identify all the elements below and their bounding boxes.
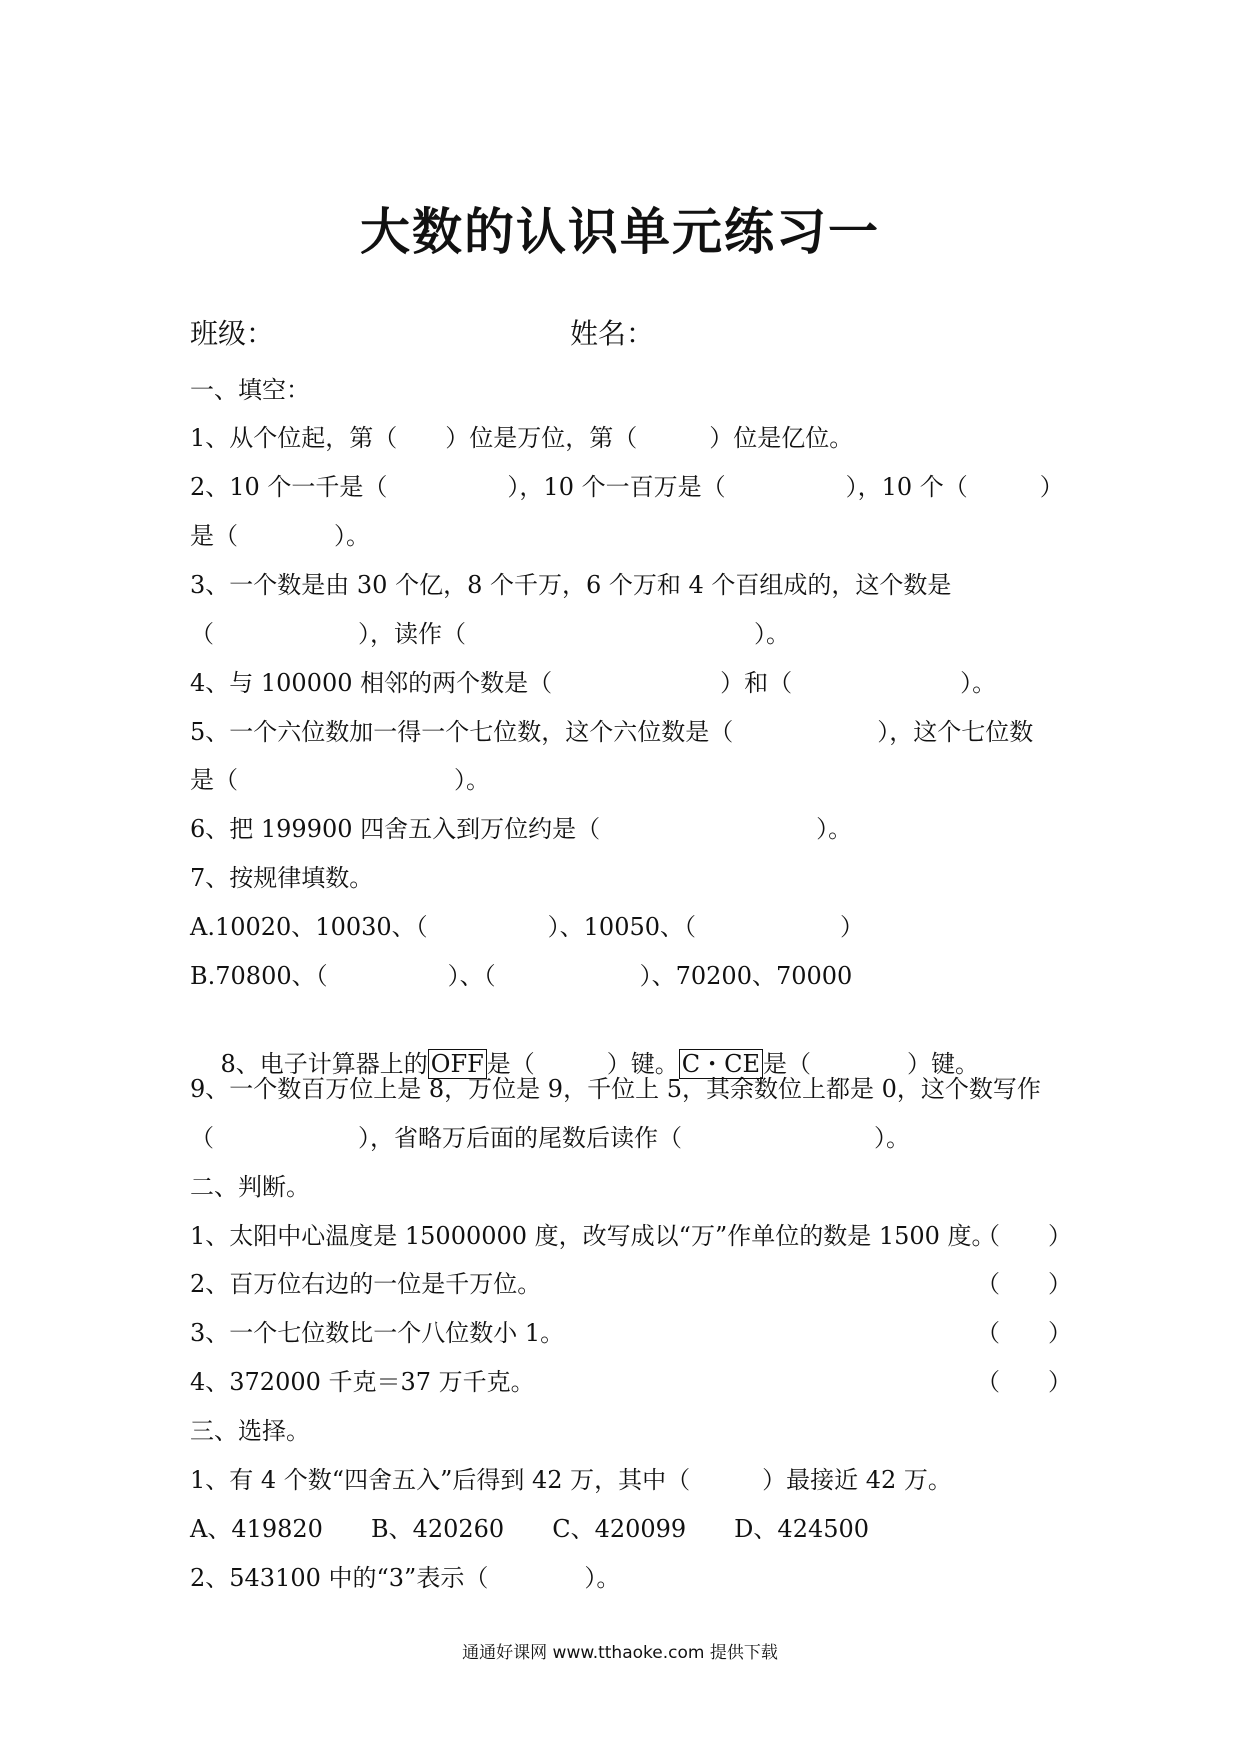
judge-q1: 1、太阳中心温度是 15000000 度，改写成以“万”作单位的数是 1500 度。 bbox=[190, 1222, 996, 1250]
choice-q2: 2、543100 中的“3”表示（ ）。 bbox=[190, 1564, 621, 1592]
fill-q2-line1: 2、10 个一千是（ ），10 个一百万是（ ），10 个（ ） bbox=[190, 473, 1064, 501]
fill-q8-prefix: 8、电子计算器上的 bbox=[220, 1050, 428, 1078]
worksheet-title: 大数的认识单元练习一 bbox=[360, 203, 880, 261]
judge-q2: 2、百万位右边的一位是千万位。 bbox=[190, 1270, 542, 1298]
judge-q3: 3、一个七位数比一个八位数小 1。 bbox=[190, 1319, 565, 1347]
fill-q9-line2: （ ），省略万后面的尾数后读作（ ）。 bbox=[190, 1124, 910, 1152]
fill-q7: 7、按规律填数。 bbox=[190, 864, 374, 892]
judge-q4: 4、372000 千克＝37 万千克。 bbox=[190, 1368, 535, 1396]
judge-q2-answer: （ ） bbox=[976, 1270, 1072, 1298]
fill-q8-suffix: 是（ ）键。 bbox=[763, 1050, 980, 1078]
judge-q3-answer: （ ） bbox=[976, 1319, 1072, 1347]
fill-q4: 4、与 100000 相邻的两个数是（ ）和（ ）。 bbox=[190, 669, 997, 697]
fill-q3-line2: （ ），读作（ ）。 bbox=[190, 620, 790, 648]
fill-q5-line2: 是（ ）。 bbox=[190, 766, 490, 794]
off-key-box: OFF bbox=[428, 1049, 487, 1079]
page-footer: 通通好课网 www.tthaoke.com 提供下载 bbox=[462, 1643, 778, 1663]
c-ce-key-box: C・CE bbox=[679, 1049, 763, 1079]
choice-q1: 1、有 4 个数“四舍五入”后得到 42 万，其中（ ）最接近 42 万。 bbox=[190, 1466, 952, 1494]
fill-q2-line2: 是（ ）。 bbox=[190, 522, 370, 550]
fill-q1: 1、从个位起，第（ ）位是万位，第（ ）位是亿位。 bbox=[190, 424, 854, 452]
choice-q1-options: A、419820 B、420260 C、420099 D、424500 bbox=[190, 1515, 870, 1543]
judge-heading: 二、判断。 bbox=[190, 1173, 310, 1201]
fill-q7-a: A.10020、10030、（ ）、10050、（ ） bbox=[190, 913, 865, 941]
fill-q8-middle: 是（ ）键。 bbox=[486, 1050, 679, 1078]
fill-q5-line1: 5、一个六位数加一得一个七位数，这个六位数是（ ），这个七位数 bbox=[190, 718, 1034, 746]
class-label: 班级： bbox=[190, 317, 275, 350]
fill-q7-b: B.70800、（ ）、（ ）、70200、70000 bbox=[190, 962, 853, 990]
choice-heading: 三、选择。 bbox=[190, 1417, 310, 1445]
fill-q9-line1: 9、一个数百万位上是 8，万位是 9，千位上 5，其余数位上都是 0，这个数写作 bbox=[190, 1075, 1041, 1103]
judge-q4-answer: （ ） bbox=[976, 1368, 1072, 1396]
fill-q3-line1: 3、一个数是由 30 个亿，8 个千万，6 个万和 4 个百组成的，这个数是 bbox=[190, 571, 952, 599]
fill-q6: 6、把 199900 四舍五入到万位约是（ ）。 bbox=[190, 815, 853, 843]
judge-q1-answer: （ ） bbox=[976, 1222, 1072, 1250]
fill-heading: 一、填空： bbox=[190, 376, 310, 404]
name-label: 姓名： bbox=[570, 317, 655, 350]
